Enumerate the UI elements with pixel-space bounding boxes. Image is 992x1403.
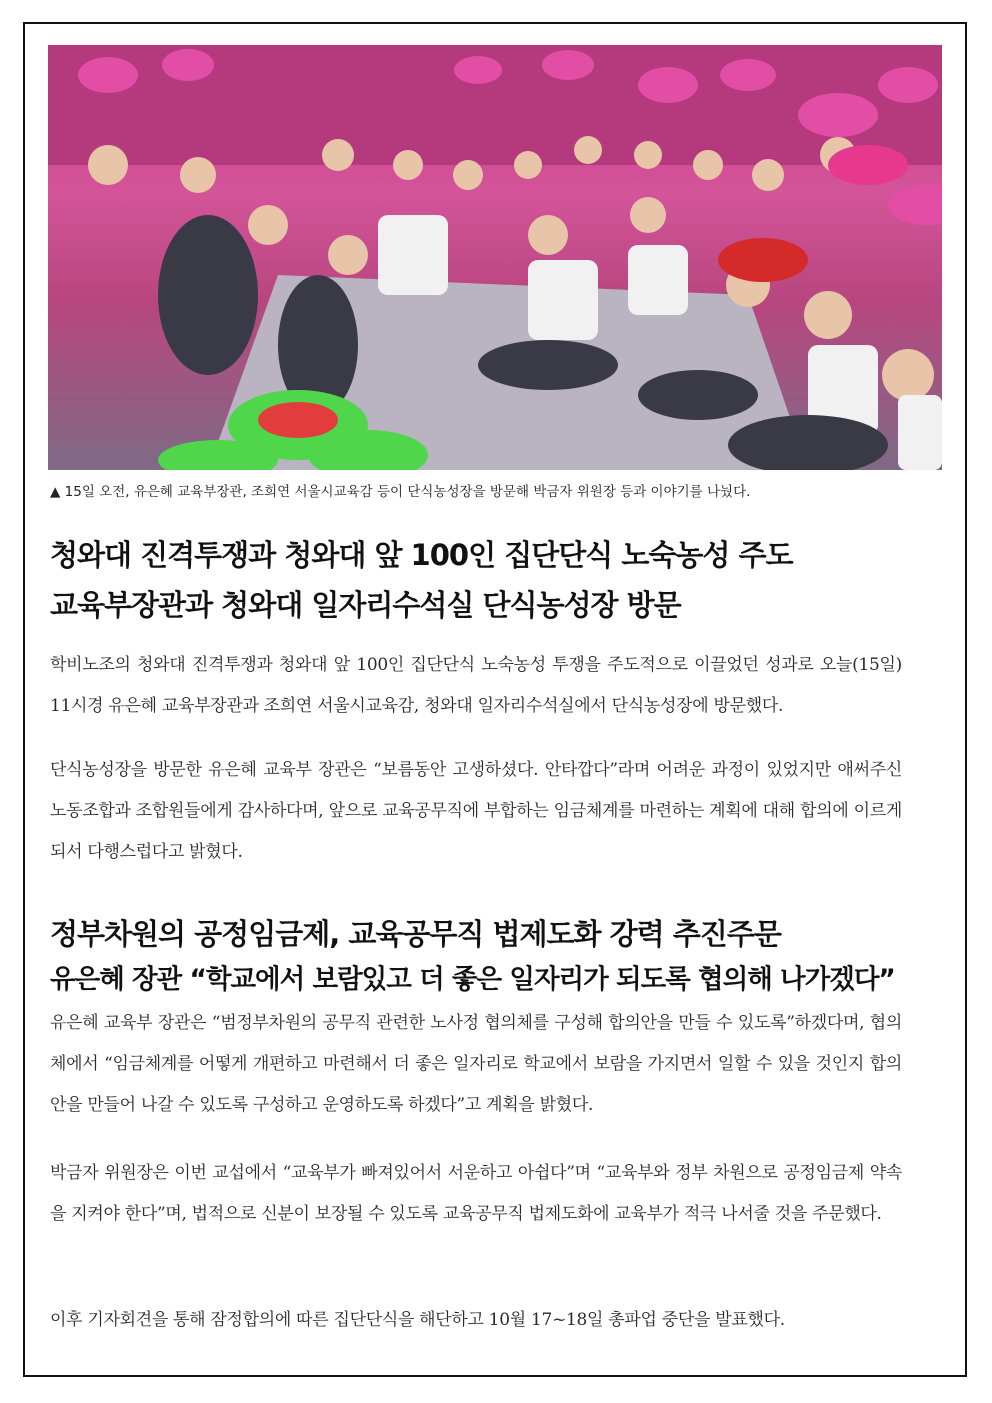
protest-photo xyxy=(48,45,942,470)
section2-heading-line2: 유은혜 장관 “학교에서 보람있고 더 좋은 일자리가 되도록 협의해 나가겠다” xyxy=(50,964,895,995)
red-band xyxy=(258,402,338,438)
section2-paragraph-1: 유은혜 교육부 장관은 “범정부차원의 공무직 관련한 노사정 협의체를 구성해 합의안을 만들 수 있도록”하겠다며, 협의체에서 “임금체계를 어떻게 개편하고 마련해서 더 좋은 일자리로 학교에서 보람을 가지면서 일할 수 있을 것인지 합의안을 만들어 나갈 수 있도록 구성하고 운영하도록 하겠다”고 계획을 밝혔다. xyxy=(50,1013,902,1115)
photo-caption: ▲ 15일 오전, 유은혜 교육부장관, 조희연 서울시교육감 등이 단식농성장을 방문해 박금자 위원장 등과 이야기를 나눴다. xyxy=(50,484,751,500)
red-hat xyxy=(718,238,808,282)
section1-heading-line2: 교육부장관과 청와대 일자리수석실 단식농성장 방문 xyxy=(50,588,681,622)
section2-paragraph-3: 이후 기자회견을 통해 잠정합의에 따른 집단단식을 해단하고 10월 17~18일 총파업 중단을 발표했다. xyxy=(50,1310,785,1330)
pink-hat-right xyxy=(828,145,908,185)
section1-paragraph-1: 학비노조의 청와대 진격투쟁과 청와대 앞 100인 집단단식 노숙농성 투쟁을 주도적으로 이끌었던 성과로 오늘(15일) 11시경 유은혜 교육부장관과 조희연 서울시교육감, 청와대 일자리수석실에서 단식농성장에 방문했다. xyxy=(50,655,902,716)
section2-heading-line1: 정부차원의 공정임금제, 교육공무직 법제도화 강력 추진주문 xyxy=(50,917,781,951)
section2-paragraph-2: 박금자 위원장은 이번 교섭에서 “교육부가 빠져있어서 서운하고 아쉽다”며 “교육부와 정부 차원으로 공정임금제 약속을 지켜야 한다”며, 법적으로 신분이 보장될 수 있도록 교육공무직 법제도화에 교육부가 적극 나서줄 것을 주문했다. xyxy=(50,1163,902,1224)
section1-heading-line1: 청와대 진격투쟁과 청와대 앞 100인 집단단식 노숙농성 주도 xyxy=(50,538,793,572)
section1-paragraph-2: 단식농성장을 방문한 유은혜 교육부 장관은 “보름동안 고생하셨다. 안타깝다”라며 어려운 과정이 있었지만 애써주신 노동조합과 조합원들에게 감사하다며, 앞으로 교육공무직에 부합하는 임금체계를 마련하는 계획에 대해 합의에 이르게 되서 다행스럽다고 밝혔다. xyxy=(50,760,902,862)
photo-illustration xyxy=(48,45,942,470)
